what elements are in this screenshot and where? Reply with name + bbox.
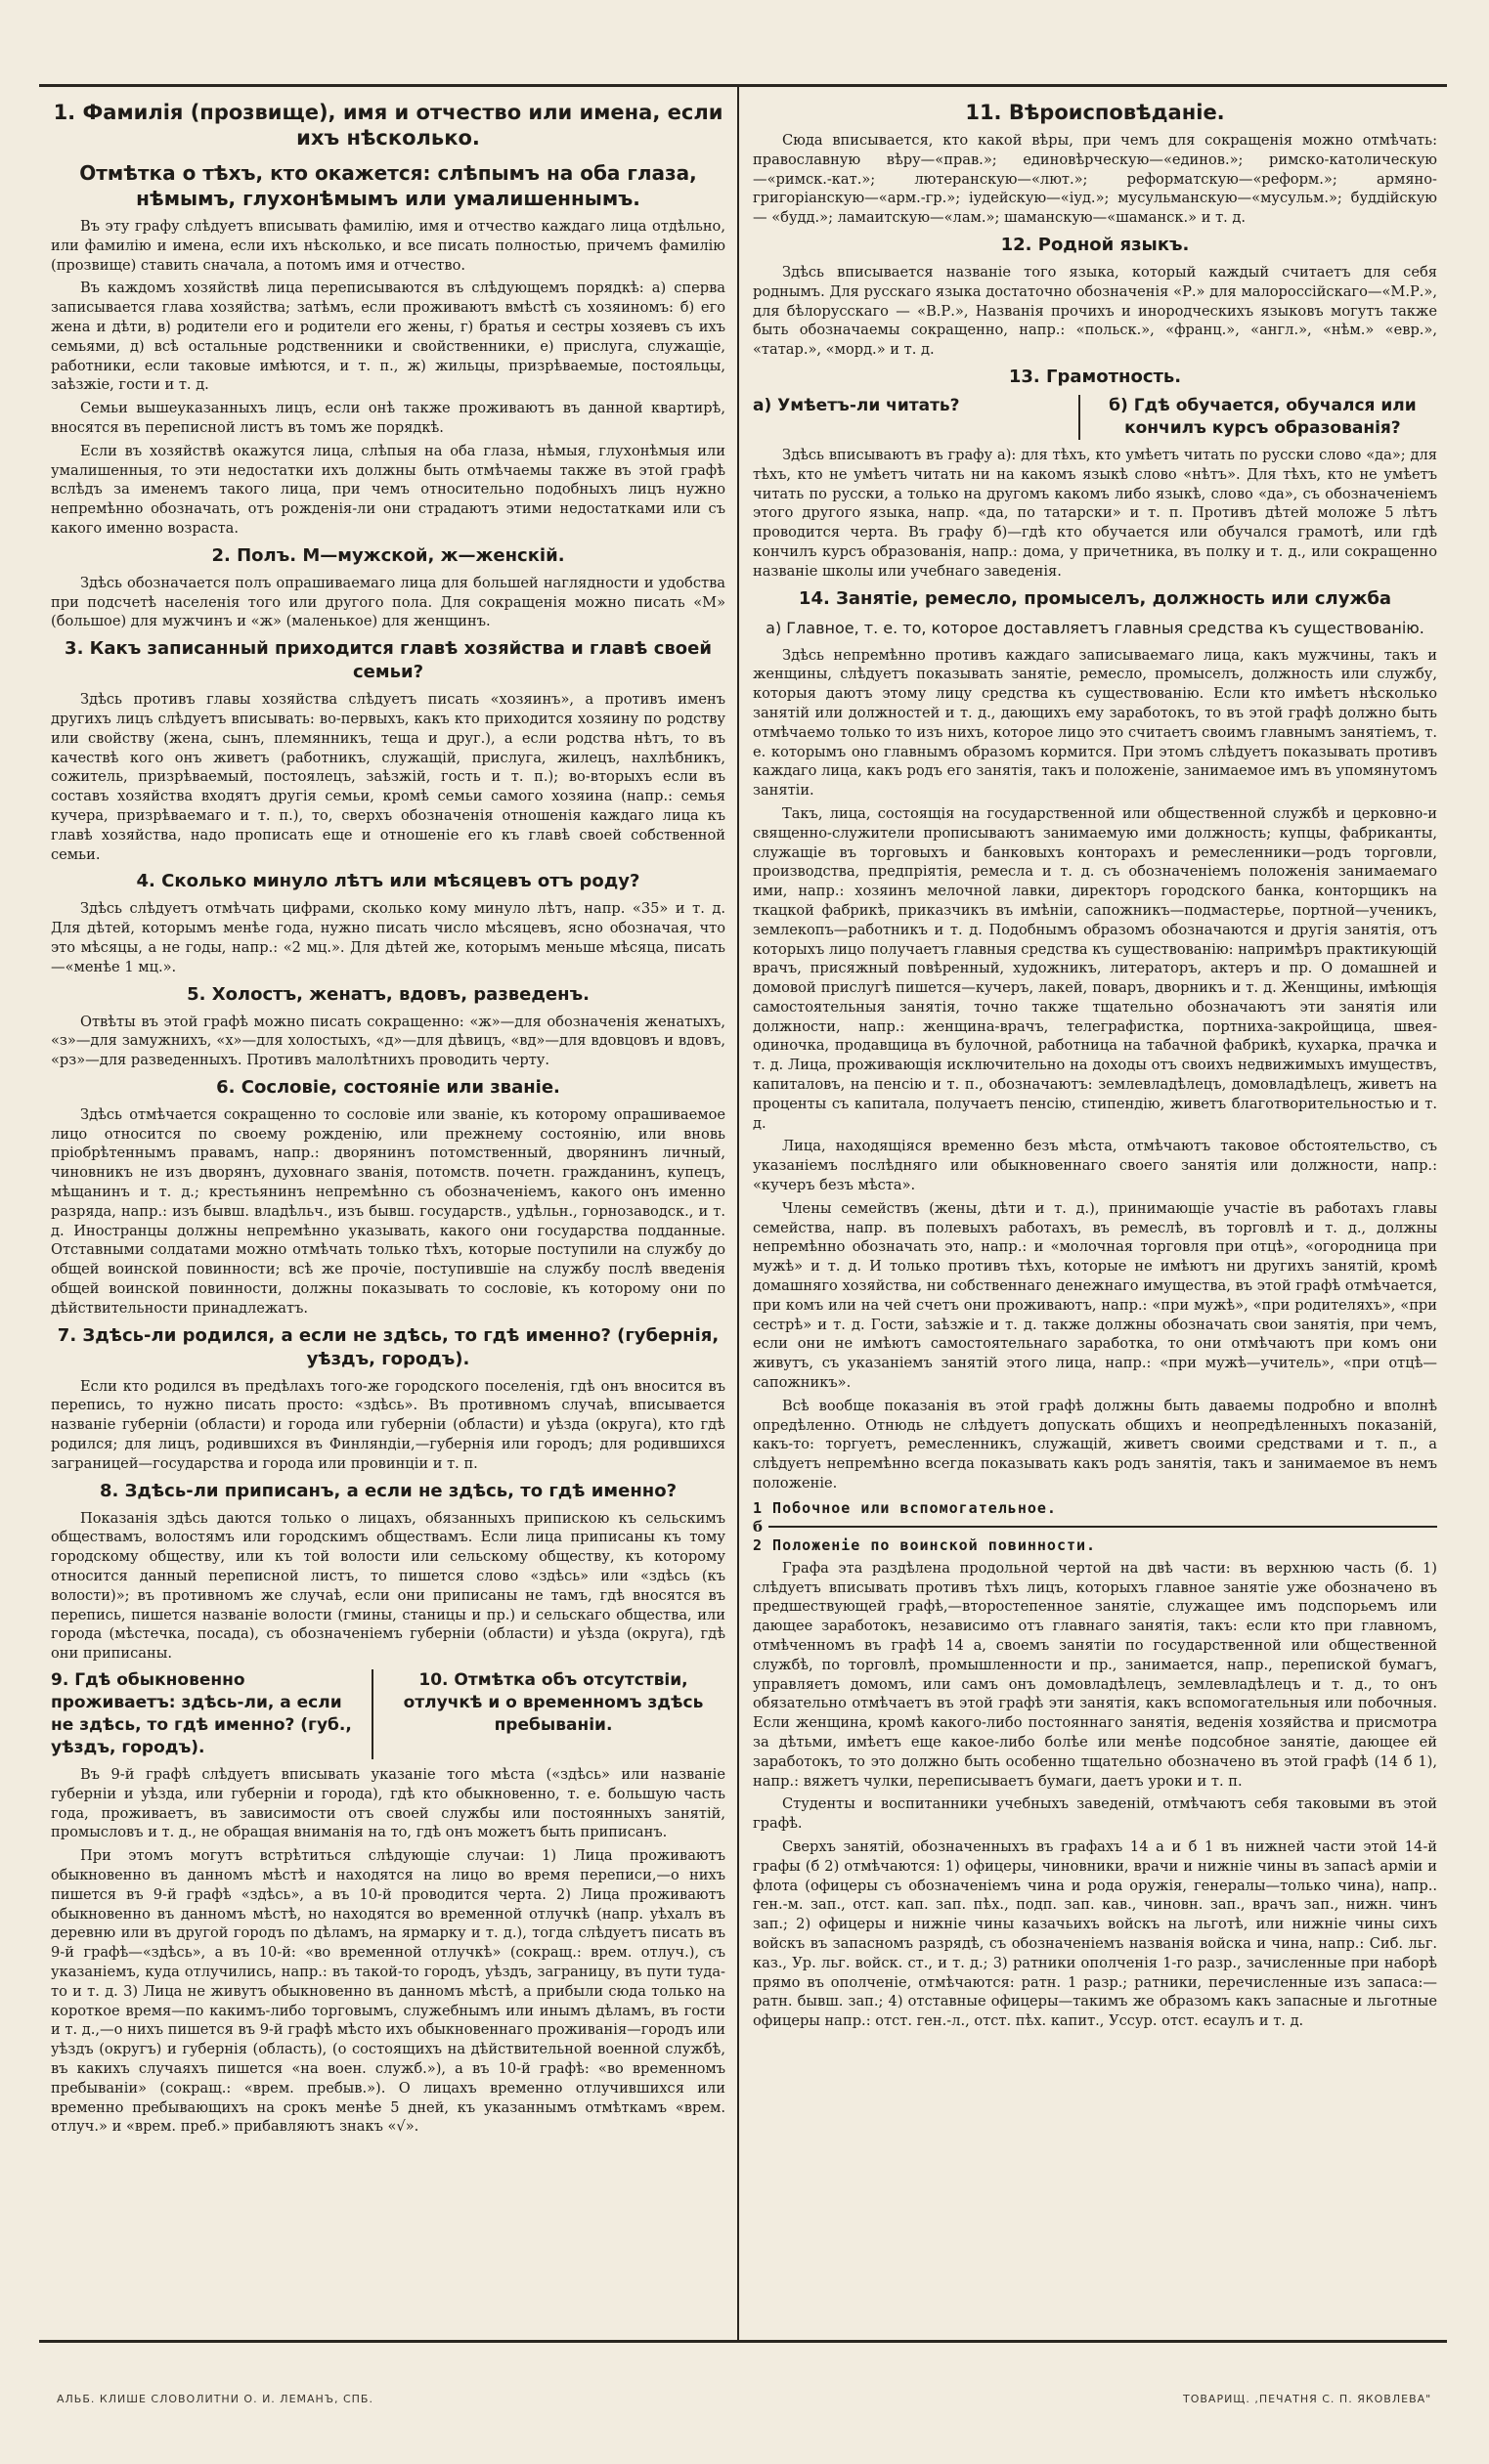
heading-13b: б) Гдѣ обучается, обучался или кончилъ курсъ образованія? bbox=[1109, 395, 1417, 438]
heading-10: 10. Отмѣтка объ отсутствіи, отлучкѣ и о временномъ здѣсь пребываніи. bbox=[403, 1670, 704, 1736]
paragraph: Графа эта раздѣлена продольной чертой на двѣ части: въ верхнюю часть (б. 1) слѣдуетъ вписывать противъ тѣхъ лицъ, которыхъ главное занятіе уже обозначено въ предшествующей графѣ,—второстепенное занятіе, служащее имъ подспорьемъ или дающее заработокъ, независимо отъ главнаго занятія, такъ: если кто при главномъ, отмѣченномъ въ графѣ 14 а, своемъ занятіи по государственной или общественной службѣ, по торговлѣ, промышленности и пр., занимается, напр., перепиской бумагъ, управляетъ домомъ, или самъ онъ домовладѣлецъ, землевладѣлецъ и т. д., то онъ обязательно отмѣчаетъ въ этой графѣ эти занятія, какъ вспомогательныя или побочныя. Если женщина, кромѣ какого-либо постояннаго занятія, веденія хозяйства и присмотра за дѣтьми, имѣетъ еще какое-либо болѣе или менѣе подсобное занятіе, дающее ей заработокъ, то это должно быть особенно тщательно обозначено въ этой графѣ (14 б 1), напр.: вяжетъ чулки, переписываетъ бумаги, даетъ уроки и т. п. bbox=[753, 1559, 1437, 1790]
heading-1: 1. Фамилія (прозвище), имя и отчество или имена, если ихъ нѣсколько. bbox=[53, 101, 723, 150]
heading-5: 5. Холостъ, женатъ, вдовъ, разведенъ. bbox=[187, 983, 590, 1005]
heading-6: 6. Сословіе, состояніе или званіе. bbox=[216, 1076, 560, 1098]
heading-9-10-row bbox=[51, 1669, 725, 1759]
paragraph: Здѣсь вписываютъ въ графу а): для тѣхъ, кто умѣетъ читать по русски слово «да»; для тѣхъ, кто не умѣетъ читать ни на какомъ языкѣ слово «нѣтъ». Для тѣхъ, кто не умѣетъ читать по русски, а только на другомъ какомъ либо языкѣ, слово «да», съ обозначеніемъ этого другого языка, напр. «да, по татарски» и т. п. Противъ дѣтей моложе 5 лѣтъ проводится черта. Въ графу б)—гдѣ кто обучается или обучался грамотѣ, или гдѣ кончилъ курсъ образованія, напр.: дома, у причетника, въ полку и т. д., или сокращенно названіе школы или учебнаго заведенія. bbox=[753, 446, 1437, 580]
paragraph: При этомъ могутъ встрѣтиться слѣдующіе случаи: 1) Лица проживаютъ обыкновенно въ данномъ мѣстѣ и находятся на лицо во время переписи,—о нихъ пишется въ 9-й графѣ «здѣсь», а въ 10-й проводится черта. 2) Лица проживаютъ обыкновенно въ данномъ мѣстѣ, но находятся во временной отлучкѣ (напр. уѣхалъ въ деревню или въ другой городъ по дѣламъ, на ярмарку и т. д.), тогда слѣдуетъ писать въ 9-й графѣ—«здѣсь», а въ 10-й: «во временной отлучкѣ» (сокращ.: врем. отлуч.), съ указаніемъ, куда отлучились, напр.: въ такой-то городъ, уѣздъ, заграницу, въ пути туда-то и т. д. 3) Лица не живутъ обыкновенно въ данномъ мѣстѣ, а прибыли сюда только на короткое время—по какимъ-либо торговымъ, служебнымъ или инымъ дѣламъ, въ гости и т. д.,—о нихъ пишется въ 9-й графѣ мѣсто ихъ обыкновеннаго проживанія—городъ или уѣздъ (округъ) и губернія (область), (о состоящихъ на дѣйствительной военной службѣ, въ какихъ случаяхъ пишется «на воен. служб.»), а въ 10-й графѣ: «во временномъ пребываніи» (сокращ.: «врем. пребыв.»). О лицахъ временно отлучившихся или временно пребывающихъ на срокъ менѣе 5 дней, къ указаннымъ отмѣткамъ «врем. отлуч.» и «врем. преб.» прибавляютъ знакъ «√». bbox=[51, 1847, 725, 2136]
left-column bbox=[51, 90, 725, 2328]
right-column bbox=[753, 90, 1437, 2328]
paragraph: Сверхъ занятій, обозначенныхъ въ графахъ 14 а и б 1 въ нижней части этой 14-й графы (б 2) отмѣчаются: 1) офицеры, чиновники, врачи и нижніе чины въ запасѣ арміи и флота (офицеры съ обозначеніемъ чина и рода оружія, генералы—только чина), напр.. ген.-м. зап., отст. кап. зап. пѣх., подп. зап. кав., чиновн. зап., врачъ зап., нижн. чинъ зап.; 2) офицеры и нижніе чины казачьихъ войскъ на льготѣ, или нижніе чины сихъ войскъ въ запасномъ разрядѣ, съ обозначеніемъ названія войска и чина, напр.: Сиб. льг. каз., Ур. льг. войск. ст., и т. д.; 3) ратники ополченія 1-го разр., зачисленные при наборѣ прямо въ ополченіе, отмѣчаются: ратн. 1 разр.; ратники, перечисленные изъ запаса:—ратн. бывш. зап.; 4) отставные офицеры—такимъ же образомъ какъ запасные и льготные офицеры напр.: отст. ген.-л., отст. пѣх. капит., Уссур. отст. есаулъ и т. д. bbox=[753, 1837, 1437, 2030]
paragraph: Члены семействъ (жены, дѣти и т. д.), принимающіе участіе въ работахъ главы семейства, напр. въ полевыхъ работахъ, въ ремеслѣ, въ торговлѣ и т. д., должны непремѣнно обозначать это, напр.: и «молочная торговля при отцѣ», «огородница при мужѣ» и т. д. И только противъ тѣхъ, которые не имѣютъ ни другихъ занятій, кромѣ домашняго хозяйства, ни собственнаго денежнаго имущества, въ этой графѣ отмѣчается, при комъ или на чей счетъ они проживаютъ, напр.: «при мужѣ», «при родителяхъ», «при сестрѣ» и т. д. Гости, заѣзжіе и т. д. также должны обозначать свои занятія, при чемъ, если они не имѣютъ самостоятельнаго заработка, то они отмѣчаютъ при комъ они живутъ, съ указаніемъ занятій этого лица, напр.: «при мужѣ—учитель», «при отцѣ—сапожникъ». bbox=[753, 1199, 1437, 1392]
paragraph: Здѣсь вписывается названіе того языка, который каждый считаетъ для себя роднымъ. Для русскаго языка достаточно обозначенія «Р.» для малороссійскаго—«М.Р.», для бѣлорусскаго — «В.Р.», Названія прочихъ и инородческихъ языковъ могутъ также быть обозначаемы сокращенно, напр.: «польск.», «франц.», «англ.», «нѣм.» «евр.», «татар.», «морд.» и т. д. bbox=[753, 263, 1437, 359]
paragraph: Семьи вышеуказанныхъ лицъ, если онѣ также проживаютъ въ данной квартирѣ, вносятся въ переписной листъ въ томъ же порядкѣ. bbox=[51, 400, 725, 436]
fraction-bar bbox=[768, 1526, 1437, 1528]
heading-13-subs bbox=[753, 395, 1437, 440]
paragraph: Здѣсь обозначается полъ опрашиваемаго лица для большей наглядности и удобства при подсчетѣ населенія того или другого пола. Для сокращенія можно писать «М» (большое) для мужчинъ и «ж» (маленькое) для женщинъ. bbox=[51, 574, 725, 630]
heading-1b: Отмѣтка о тѣхъ, кто окажется: слѣпымъ на оба глаза, нѣмымъ, глухонѣмымъ или умалишеннымъ. bbox=[79, 161, 697, 210]
heading-4: 4. Сколько минуло лѣтъ или мѣсяцевъ отъ роду? bbox=[136, 871, 640, 892]
paragraph: Здѣсь отмѣчается сокращенно то сословіе или званіе, къ которому опрашиваемое лицо относится по своему рожденію, или прежнему состоянію, или вновь пріобрѣтеннымъ правамъ, напр.: дворянинъ потомственный, дворянинъ личный, чиновникъ не изъ дворянъ, духовнаго званія, потомств. почетн. гражданинъ, купецъ, мѣщанинъ и т. д.; крестьянинъ непремѣнно съ обозначеніемъ, какого онъ именно разряда, напр.: изъ бывш. владѣльч., изъ бывш. государств., удѣльн., горнозаводск., и т. д. Иностранцы должны непремѣнно указывать, какого они государства подданные. Отставными солдатами можно отмѣчать только тѣхъ, которые поступили на службу до общей воинской повинности; всѣ же прочіе, поступившіе на службу послѣ введенія общей воинской повинности, должны показывать то сословіе, къ которому они по дѣйствительности принадлежатъ. bbox=[51, 1105, 725, 1317]
paragraph: Въ каждомъ хозяйствѣ лица переписываются въ слѣдующемъ порядкѣ: а) сперва записывается глава хозяйства; затѣмъ, если проживаютъ вмѣстѣ съ хозяиномъ: б) его жена и дѣти, в) родители его и родители его жены, г) братья и сестры хозяевъ съ ихъ семьями, д) всѣ остальные родственники и свойственники, е) прислуга, служащіе, работники, если таковые имѣются, и т. п., ж) жильцы, призрѣваемые, постояльцы, заѣзжіе, гости и т. д. bbox=[51, 280, 725, 394]
bottom-border bbox=[39, 2340, 1447, 2343]
top-border bbox=[39, 84, 1447, 87]
paragraph: Лица, находящіяся временно безъ мѣста, отмѣчаютъ таковое обстоятельство, съ указаніемъ послѣдняго или обыкновеннаго своего занятія или должности, напр.: «кучеръ безъ мѣста». bbox=[753, 1138, 1437, 1194]
heading-8: 8. Здѣсь-ли приписанъ, а если не здѣсь, то гдѣ именно? bbox=[99, 1480, 678, 1501]
paragraph: Такъ, лица, состоящія на государственной или общественной службѣ и церковно-и священно-служители прописываютъ занимаемую ими должность; купцы, фабриканты, служащіе въ торговыхъ и банковыхъ конторахъ и ремесленники—родъ торговли, производства, предпріятія, ремесла и т. д. съ обозначеніемъ положенія занимаемаго ими, напр.: хозяинъ мелочной лавки, директоръ городского банка, конторщикъ на ткацкой фабрикѣ, приказчикъ въ имѣніи, сапожникъ—подмастерье, портной—ученикъ, землекопъ—работникъ и т. д. Подобнымъ образомъ обозначаются и другія занятія, отъ которыхъ лицо получаетъ главныя средства къ существованію: напримѣръ практикующій врачъ, присяжный повѣренный, художникъ, литераторъ, актеръ и пр. О домашней и домовой прислугѣ пишется—кучеръ, лакей, поваръ, дворникъ и т. д. Женщины, имѣющія самостоятельныя занятія, точно также тщательно обозначаютъ эти занятія или должности, напр.: женщина-врачъ, телеграфистка, портниха-закройщица, швея-одиночка, продавщица въ булочной, работница на табачной фабрикѣ, кухарка, прачка и т. д. Лица, проживающія исключительно на доходы отъ своихъ недвижимыхъ имуществъ, капиталовъ, на пенсію и т. п., обозначаютъ: землевладѣлецъ, домовладѣлецъ, живетъ на проценты съ капитала, получаетъ пенсію, стипендію, живетъ благотворительностью и т. д. bbox=[753, 804, 1437, 1132]
paragraph: Здѣсь противъ главы хозяйства слѣдуетъ писать «хозяинъ», а противъ именъ другихъ лицъ слѣдуетъ вписывать: во-первыхъ, какъ кто приходится хозяину по родству или свойству (жена, сынъ, племянникъ, теща и друг.), а если родства нѣтъ, то въ качествѣ кого онъ живетъ (работникъ, служащій, прислуга, жилецъ, нахлѣбникъ, сожитель, призрѣваемый, постоялецъ, заѣзжій, гость и т. п.); во-вторыхъ если въ составъ хозяйства входятъ другія семьи, кромѣ семьи самого хозяина (напр.: семья кучера, призрѣваемаго и т. п.), то, сверхъ обозначенія отношенія каждаго лица къ главѣ хозяйства, надо прописать еще и отношеніе его къ главѣ своей собственной семьи. bbox=[51, 691, 725, 863]
paragraph: Отвѣты въ этой графѣ можно писать сокращенно: «ж»—для обозначенія женатыхъ, «з»—для замужнихъ, «х»—для холостыхъ, «д»—для дѣвицъ, «вд»—для вдовцовъ и вдовъ, «рз»—для разведенныхъ. Противъ малолѣтнихъ проводить черту. bbox=[51, 1013, 725, 1069]
paragraph: Всѣ вообще показанія въ этой графѣ должны быть даваемы подробно и вполнѣ опредѣленно. Отнюдь не слѣдуетъ допускать общихъ и неопредѣленныхъ показаній, какъ-то: торгуетъ, ремесленникъ, служащій, живетъ своими средствами и т. п., а слѣдуетъ непремѣнно всегда показывать какъ родъ занятія, такъ и занимаемое въ немъ положеніе. bbox=[753, 1397, 1437, 1492]
paragraph: Въ эту графу слѣдуетъ вписывать фамилію, имя и отчество каждаго лица отдѣльно, или фамилію и имена, если ихъ нѣсколько, и все писать полностью, причемъ фамилію (прозвище) ставить сначала, а потомъ имя и отчество. bbox=[51, 218, 725, 274]
heading-14b bbox=[753, 1499, 1437, 1555]
heading-13a: а) Умѣетъ-ли читать? bbox=[753, 395, 1080, 440]
heading-12: 12. Родной языкъ. bbox=[1000, 234, 1190, 255]
paragraph: Студенты и воспитанники учебныхъ заведеній, отмѣчаютъ себя таковыми въ этой графѣ. bbox=[753, 1795, 1437, 1833]
heading-14: 14. Занятіе, ремесло, промыселъ, должность или служба bbox=[798, 587, 1392, 609]
heading-13: 13. Грамотность. bbox=[1008, 366, 1182, 387]
column-divider bbox=[737, 86, 739, 2340]
heading-2: 2. Полъ. М—мужской, ж—женскій. bbox=[211, 544, 565, 566]
heading-11: 11. Вѣроисповѣданіе. bbox=[965, 101, 1225, 124]
paragraph: Здѣсь слѣдуетъ отмѣчать цифрами, сколько кому минуло лѣтъ, напр. «35» и т. д. Для дѣтей, которымъ менѣе года, нужно писать число мѣсяцевъ, ясно обозначая, что это мѣсяцы, а не годы, напр.: «2 мц.». Для дѣтей же, которымъ меньше мѣсяца, писать—«менѣе 1 мц.». bbox=[51, 900, 725, 975]
footer-left: АЛЬБ. КЛИШЕ СЛОВОЛИТНИ О. И. ЛЕМАНЪ, СПБ. bbox=[57, 2393, 373, 2405]
heading-14b2: 2 Положеніе по воинской повинности. bbox=[753, 1535, 1097, 1554]
paragraph: Въ 9-й графѣ слѣдуетъ вписывать указаніе того мѣста («здѣсь» или названіе губерніи и уѣзда, или губерніи и города), гдѣ кто обыкновенно, т. е. большую часть года, проживаетъ, въ зависимости отъ своей службы или постоянныхъ занятій, промысловъ и т. д., не обращая вниманія на то, гдѣ онъ можетъ быть приписанъ. bbox=[51, 1766, 725, 1841]
heading-7: 7. Здѣсь-ли родился, а если не здѣсь, то гдѣ именно? (губернія, уѣздъ, городъ). bbox=[57, 1324, 720, 1369]
heading-14a: а) Главное, т. е. то, которое доставляетъ главныя средства къ существованію. bbox=[766, 618, 1424, 637]
footer-right: ТОВАРИЩ. ,ПЕЧАТНЯ С. П. ЯКОВЛЕВА" bbox=[1183, 2393, 1432, 2405]
paragraph: Если въ хозяйствѣ окажутся лица, слѣпыя на оба глаза, нѣмыя, глухонѣмыя или умалишенныя, то эти недостатки ихъ должны быть отмѣчаемы также въ этой графѣ вслѣдъ за именемъ такого лица, при чемъ относительно подобныхъ лицъ нужно непремѣнно обозначать, отъ рожденія-ли они страдаютъ этими недостатками или съ какого именно возраста. bbox=[51, 442, 725, 537]
heading-3: 3. Какъ записанный приходится главѣ хозяйства и главѣ своей семьи? bbox=[65, 638, 712, 683]
paragraph: Сюда вписывается, кто какой вѣры, при чемъ для сокращенія можно отмѣчать: православную вѣру—«прав.»; единовѣрческую—«единов.»; римско-католическую—«римск.-кат.»; лютеранскую—«лют.»; реформатскую—«реформ.»; армяно-григоріанскую—«арм.-гр.»; іудейскую—«іуд.»; мусульманскую—«мусульм.»; буддійскую — «будд.»; ламаитскую—«лам.»; шаманскую—«шаманск.» и т. д. bbox=[753, 132, 1437, 227]
paragraph: Здѣсь непремѣнно противъ каждаго записываемаго лица, какъ мужчины, такъ и женщины, слѣдуетъ показывать занятіе, ремесло, промыселъ, должность или службу, которыя даютъ этому лицу средства къ существованію. Если кто имѣетъ нѣсколько занятій или должностей и т. д., дающихъ ему заработокъ, то въ этой графѣ должно быть отмѣчаемо только то изъ нихъ, которое лицо это считаетъ своимъ главнымъ занятіемъ, т. е. которымъ оно главнымъ образомъ кормится. При этомъ слѣдуетъ показывать противъ каждаго лица, какъ родъ его занятія, такъ и положеніе, занимаемое имъ въ упомянутомъ занятіи. bbox=[753, 646, 1437, 800]
heading-9: 9. Гдѣ обыкновенно проживаетъ: здѣсь-ли, а если не здѣсь, то гдѣ именно? (губ., уѣздъ, городъ). bbox=[51, 1669, 373, 1759]
paragraph: Если кто родился въ предѣлахъ того-же городского поселенія, гдѣ онъ вносится въ перепись, то нужно писать просто: «здѣсь». Въ противномъ случаѣ, вписывается названіе губерніи (области) и города или губерніи (области) и уѣзда (округа), кто гдѣ родился; для лицъ, родившихся въ Финляндіи,—губернія или городъ; для родившихся заграницей—государства и города или провинціи и т. п. bbox=[51, 1377, 725, 1472]
paragraph: Показанія здѣсь даются только о лицахъ, обязанныхъ припискою къ сельскимъ обществамъ, волостямъ или городскимъ обществамъ. Если лица приписаны къ тому городскому обществу, или къ той волости или сельскому обществу, къ которому относится данный переписной листъ, то пишется слово «здѣсь» или «здѣсь (къ волости)»; въ противномъ же случаѣ, если они приписаны не тамъ, гдѣ вносятся въ перепись, пишется названіе волости (гмины, станицы и пр.) и сельскаго общества, или города (мѣстечка, посада), съ обозначеніемъ губерніи (области) и уѣзда (округа), гдѣ они приписаны. bbox=[51, 1509, 725, 1663]
heading-14b-letter: б bbox=[753, 1517, 764, 1535]
heading-14b1: 1 Побочное или вспомогательное. bbox=[753, 1498, 1057, 1517]
